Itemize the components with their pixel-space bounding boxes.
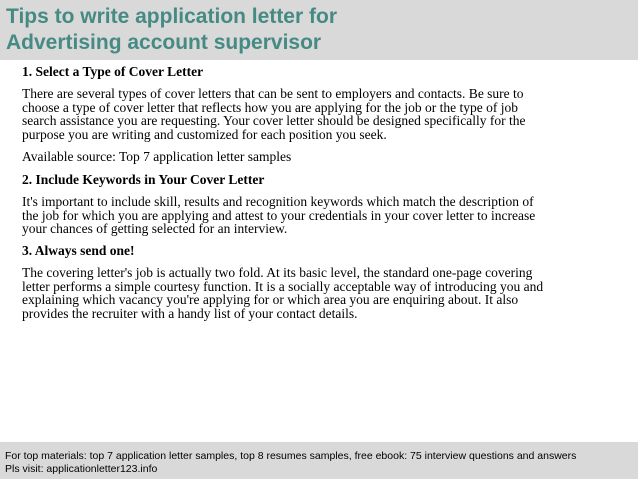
- paragraph-line: It's important to include skill, results and recognition keywords which match the description of: [22, 193, 534, 209]
- section-paragraph: [22, 195, 620, 236]
- section-heading: 2. Include Keywords in Your Cover Letter: [22, 171, 265, 187]
- paragraph-line: the job for which you are applying and attest to your credentials in your cover letter to increase: [22, 207, 536, 223]
- section-keywords: [22, 172, 620, 236]
- paragraph-line: your chances of getting selected for an interview.: [22, 221, 288, 237]
- section-select-type: [22, 64, 620, 165]
- article-body: [22, 64, 620, 328]
- section-paragraph: [22, 266, 620, 321]
- title-banner: [0, 0, 638, 60]
- footer-visit-text: Pls visit: applicationletter123.info: [5, 463, 158, 475]
- paragraph-line: purpose you are writing and customized for each position you seek.: [22, 127, 387, 143]
- paragraph-line: search assistance you are requesting. Your cover letter should be designed specifically for the: [22, 113, 526, 129]
- paragraph-line: There are several types of cover letters that can be sent to employers and contacts. Be sure to: [22, 86, 524, 101]
- section-always-send: [22, 243, 620, 321]
- section-paragraph: [22, 87, 620, 142]
- source-note: Available source: Top 7 application letter samples: [22, 148, 292, 164]
- section-heading: 1. Select a Type of Cover Letter: [22, 64, 204, 79]
- paragraph-line: choose a type of cover letter that reflects how you are applying for the job or the type of job: [22, 99, 518, 115]
- footer-banner: [0, 442, 638, 479]
- paragraph-line: letter performs a simple courtesy function. It is a socially acceptable way of introducing you and: [22, 278, 544, 294]
- page-title-line-2: Advertising account supervisor: [6, 31, 322, 54]
- paragraph-line: explaining which vacancy you're applying for or which area you are enquiring about. It also: [22, 292, 519, 308]
- paragraph-line: provides the recruiter with a handy list of your contact details.: [22, 306, 358, 322]
- page-title-line-1: Tips to write application letter for: [6, 5, 337, 28]
- paragraph-line: The covering letter's job is actually two fold. At its basic level, the standard one-page covering: [22, 264, 533, 280]
- footer-materials-text: For top materials: top 7 application letter samples, top 8 resumes samples, free ebook: 75 interview questions and answers: [5, 450, 577, 462]
- section-heading: 3. Always send one!: [22, 242, 135, 258]
